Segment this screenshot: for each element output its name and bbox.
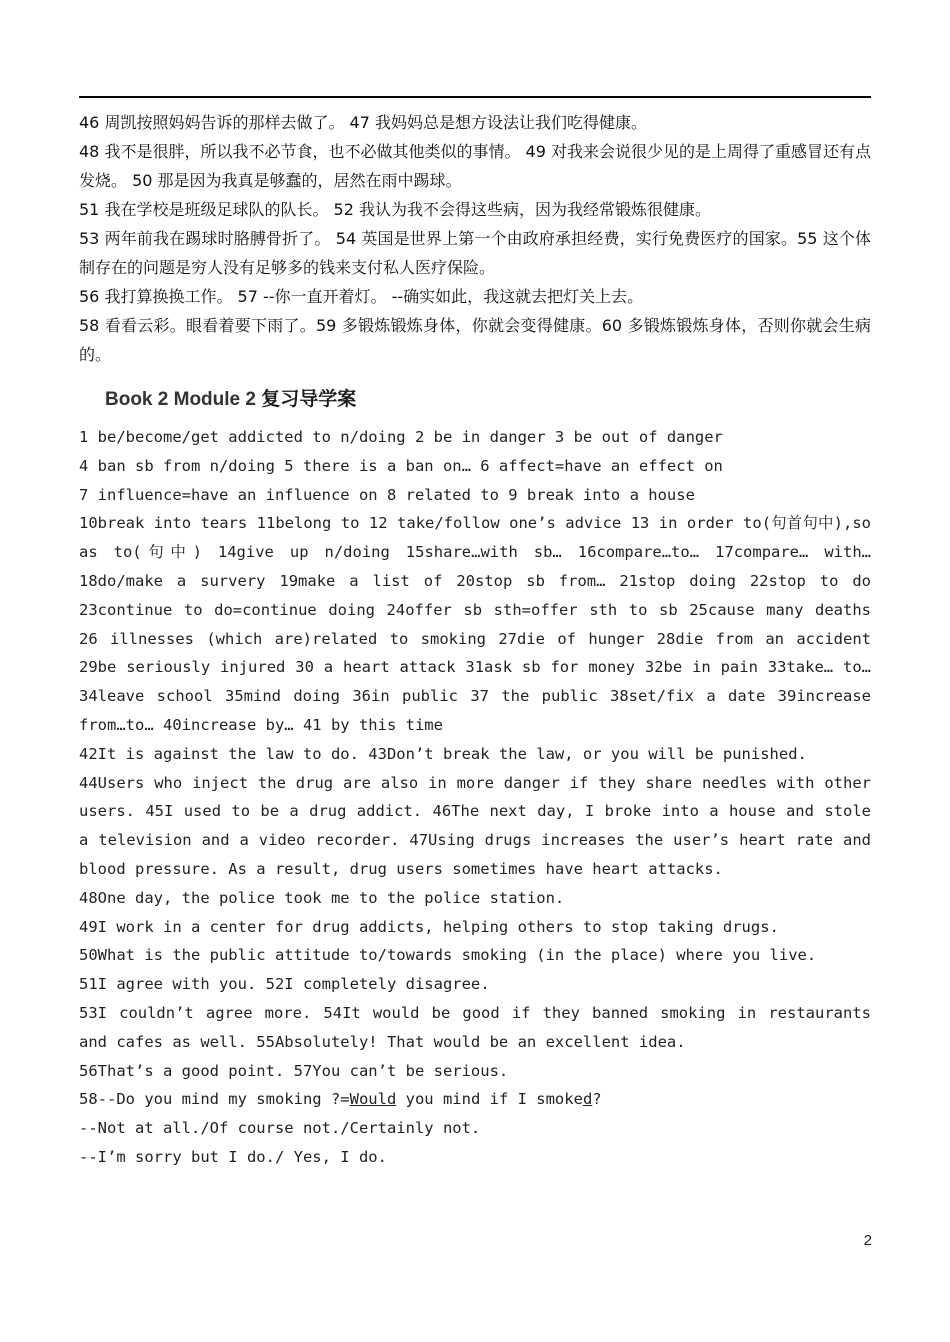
- sentence-line: 48One day, the police took me to the police station.: [79, 888, 565, 907]
- reply-line: --I’m sorry but I do./ Yes, I do.: [79, 1147, 387, 1166]
- cn-line: 46 周凯按照妈妈告诉的那样去做了。 47 我妈妈总是想方设法让我们吃得健康。: [79, 113, 647, 132]
- english-phrases: [79, 423, 871, 1172]
- cn-line: 53 两年前我在踢球时胳膊骨折了。 54 英国是世界上第一个由政府承担经费，实行免费医疗的国家。55 这个体制存在的问题是穷人没有足够多的钱来支付私人医疗保险。: [79, 229, 871, 277]
- sentence-paragraph: 44Users who inject the drug are also in more danger if they share needles with other users. 45I used to be a drug addict. 46The next day, I broke into a house and stole a television and a video recorder. 47Using drugs increases the user’s heart rate and blood pressure. As a result, drug users sometimes have heart attacks.: [79, 773, 871, 878]
- sentence-paragraph: 53I couldn’t agree more. 54It would be good if they banned smoking in restaurants and cafes as well. 55Absolutely! That would be an excellent idea.: [79, 1003, 871, 1051]
- heading-en: Book 2 Module 2: [105, 389, 262, 410]
- page-number: 2: [863, 1232, 872, 1249]
- cn-line: 58 看看云彩。眼看着要下雨了。59 多锻炼锻炼身体，你就会变得健康。60 多锻炼锻炼身体，否则你就会生病的。: [79, 316, 871, 364]
- s58-would: Would: [349, 1090, 397, 1109]
- phrase-paragraph: 10break into tears 11belong to 12 take/follow one’s advice 13 in order to(句首句中),so as to(句中) 14give up n/doing 15share…with sb… 16compare…to… 17compare… with… 18do/make a survery 19make a list of 20stop sb from… 21stop doing 22stop to do 23continue to do=continue doing 24offer sb sth=offer sth to sb 25cause many deaths 26 illnesses (which are)related to smoking 27die of hunger 28die from an accident 29be seriously injured 30 a heart attack 31ask sb for money 32be in pain 33take… to… 34leave school 35mind doing 36in public 37 the public 38set/fix a date 39increase from…to… 40increase by… 41 by this time: [79, 514, 871, 734]
- reply-line: --Not at all./Of course not./Certainly not.: [79, 1119, 481, 1138]
- sentence-line: 49I work in a center for drug addicts, helping others to stop taking drugs.: [79, 917, 779, 936]
- phrase-line: 1 be/become/get addicted to n/doing 2 be in danger 3 be out of danger: [79, 428, 723, 446]
- phrase-line: 7 influence=have an influence on 8 related to 9 break into a house: [79, 485, 695, 504]
- sentence-line: 50What is the public attitude to/towards smoking (in the place) where you live.: [79, 946, 817, 965]
- heading-cn: 复习导学案: [261, 389, 357, 410]
- s58-post: ?: [592, 1090, 602, 1109]
- sentence-line: 42It is against the law to do. 43Don’t break the law, or you will be punished.: [79, 744, 807, 763]
- s58-d: d: [582, 1090, 593, 1109]
- chinese-sentences: [79, 108, 871, 369]
- sentence-line: 51I agree with you. 52I completely disagree.: [79, 975, 490, 994]
- section-heading: [105, 384, 356, 411]
- s58-mid: you mind if I smoke: [396, 1090, 583, 1109]
- s58-pre: 58--Do you mind my smoking ?=: [79, 1090, 350, 1109]
- sentence-58: [79, 1085, 871, 1114]
- sentence-line: 56That’s a good point. 57You can’t be serious.: [79, 1061, 509, 1080]
- cn-line: 48 我不是很胖，所以我不必节食，也不必做其他类似的事情。 49 对我来会说很少见的是上周得了重感冒还有点发烧。 50 那是因为我真是够蠢的，居然在雨中踢球。: [79, 142, 871, 190]
- cn-line: 56 我打算换换工作。 57 --你一直开着灯。 --确实如此，我这就去把灯关上去。: [79, 287, 644, 306]
- phrase-line: 4 ban sb from n/doing 5 there is a ban on… 6 affect=have an effect on: [79, 456, 723, 475]
- header-rule: [79, 96, 871, 98]
- cn-line: 51 我在学校是班级足球队的队长。 52 我认为我不会得这些病，因为我经常锻炼很健康。: [79, 200, 711, 219]
